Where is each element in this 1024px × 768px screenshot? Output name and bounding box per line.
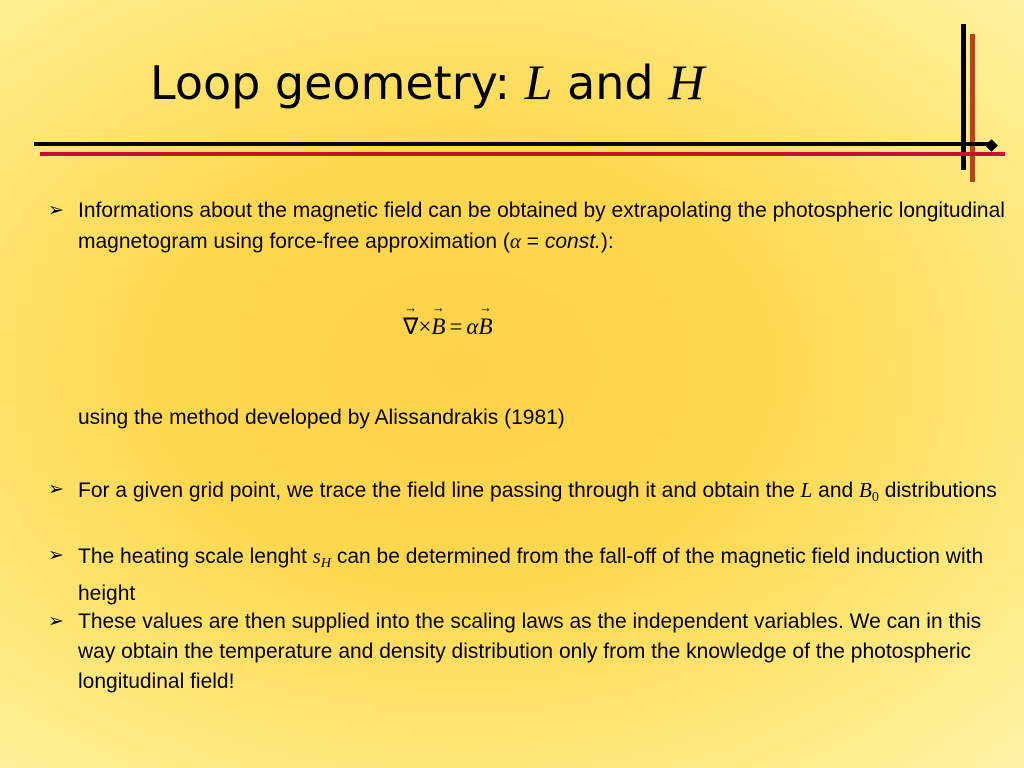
bullet-item-force-free xyxy=(48,196,1008,257)
decor-rule-black xyxy=(34,142,990,146)
title-middle: and xyxy=(552,56,669,110)
bullet-arrow-icon: ➢ xyxy=(48,200,64,221)
title-prefix: Loop geometry: xyxy=(150,56,525,110)
bullet-item-heating-scale xyxy=(48,541,1008,609)
bullet-arrow-icon: ➢ xyxy=(48,479,64,500)
symbol-s: s xyxy=(312,544,321,568)
const-label: const. xyxy=(544,230,601,253)
method-line: using the method developed by Alissandrakis (1981) xyxy=(78,406,565,429)
symbol-l: L xyxy=(800,478,813,502)
decor-vertical-bar-red xyxy=(970,34,975,182)
bullet-arrow-icon: ➢ xyxy=(48,545,64,566)
b-vector-right: → B xyxy=(479,314,493,340)
subscript-h: H xyxy=(320,556,331,571)
force-free-equation xyxy=(403,313,493,340)
bullet-arrow-icon: ➢ xyxy=(48,611,64,632)
title-symbol-h: H xyxy=(668,54,705,110)
subscript-zero: 0 xyxy=(871,490,879,505)
nabla-symbol: → ∇ xyxy=(403,314,418,340)
cross-symbol: × xyxy=(418,314,432,339)
bullet-text: For a given grid point, we trace the field line passing through it and obtain the xyxy=(78,479,801,502)
bullet-tail: can be determined from the fall-off of the magnetic field induction with height xyxy=(78,545,984,605)
b-vector-left: → B xyxy=(431,314,445,340)
equation-alpha: α xyxy=(466,314,479,339)
bullet-text: These values are then supplied into the scaling laws as the independent variables. We can in this way obtain the temperature and density distribution only from the knowledge of the photospheric longitudinal field! xyxy=(78,610,982,693)
bullet-text: Informations about the magnetic field can be obtained by extrapolating the photospheric longitudinal magnetogram using force-free approximation ( xyxy=(78,199,1005,253)
title-symbol-l: L xyxy=(524,54,553,110)
bullet-tail: distributions xyxy=(878,479,997,502)
equals-sign: = xyxy=(520,230,545,253)
bullet-tail: ): xyxy=(600,230,614,253)
bullet-text: The heating scale lenght xyxy=(78,545,313,568)
and-text: and xyxy=(812,479,860,502)
bullet-item-scaling-laws xyxy=(48,607,1008,697)
decor-vertical-bar-black xyxy=(961,24,966,170)
alpha-symbol: α xyxy=(509,229,521,253)
bullet-item-grid-point xyxy=(48,475,1008,513)
symbol-b: B xyxy=(859,478,872,502)
equation-equals: = xyxy=(449,314,463,339)
slide-title xyxy=(150,52,704,112)
decor-rule-red xyxy=(40,152,1005,156)
